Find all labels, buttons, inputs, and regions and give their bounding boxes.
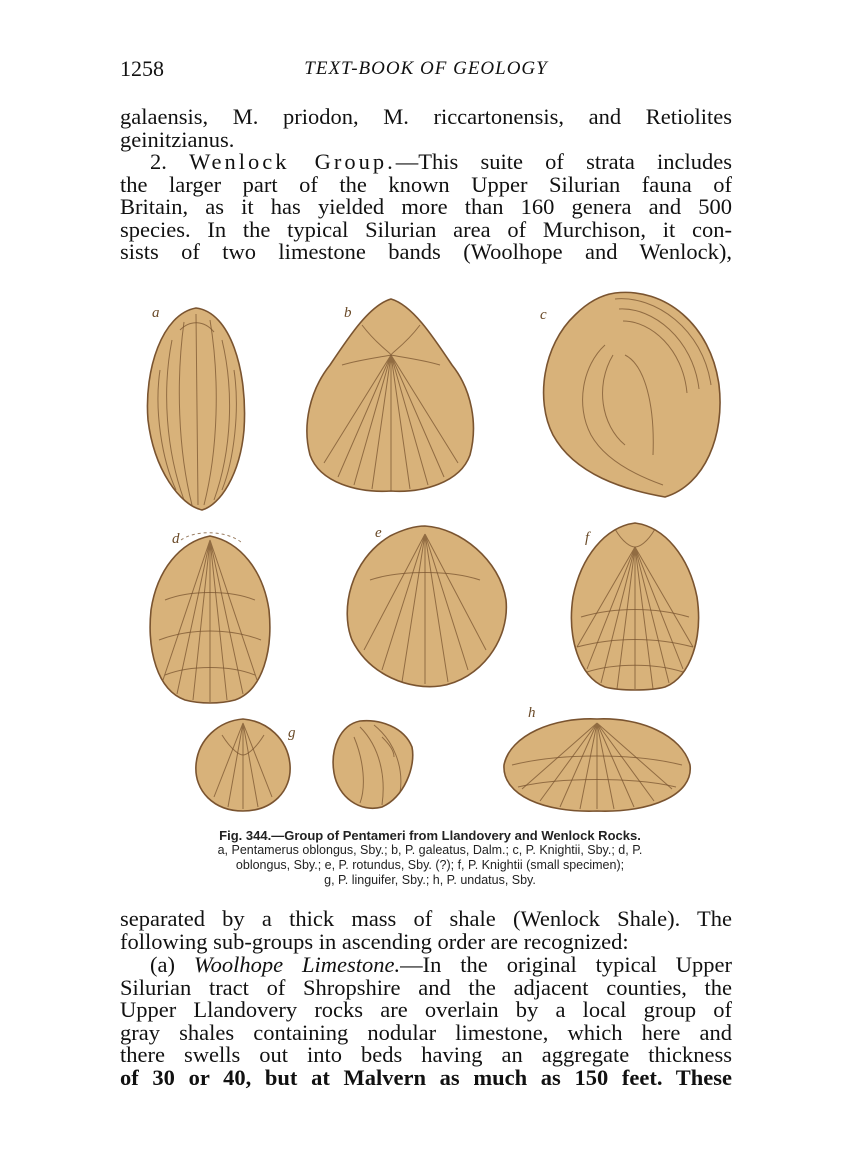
- shell-e-drawing: [340, 520, 510, 690]
- shell-b-drawing: [302, 295, 480, 495]
- shell-g-right-drawing: [330, 717, 416, 812]
- shell-g-right-illustration: [330, 717, 416, 812]
- caption-line: g, P. linguifer, Sby.; h, P. undatus, Sby.: [324, 873, 536, 887]
- text-line: sists of two limestone bands (Woolhope and Wenlock),: [120, 239, 732, 265]
- text-line: separated by a thick mass of shale (Wenlock Shale). The: [120, 906, 732, 931]
- shell-a-drawing: [140, 300, 252, 515]
- shell-g-left-drawing: [192, 715, 294, 815]
- text-line: there swells out into beds having an aggregate thickness: [120, 1042, 732, 1068]
- shell-e-illustration: [340, 520, 510, 690]
- text-line: following sub-groups in ascending order are recognized:: [120, 928, 629, 954]
- shell-label-a: a: [152, 305, 160, 321]
- section-number: 2.: [150, 149, 167, 174]
- shell-a-illustration: [140, 300, 252, 515]
- subsection-heading: Woolhope Limestone.: [193, 952, 401, 977]
- shell-c-illustration: [535, 285, 725, 500]
- woolhope-paragraph: [120, 954, 732, 1090]
- shell-d-illustration: [145, 530, 275, 705]
- shell-label-f: f: [585, 530, 590, 546]
- text-line: [120, 151, 732, 174]
- text-line: Upper Llandovery rocks are overlain by a local group of: [120, 997, 732, 1023]
- running-head: TEXT-BOOK OF GEOLOGY: [304, 58, 548, 79]
- text-line: the larger part of the known Upper Silurian fauna of: [120, 171, 732, 197]
- shell-label-b: b: [344, 305, 352, 321]
- page-header: [120, 56, 732, 86]
- text-line: geinitzianus.: [120, 126, 235, 152]
- section-heading: Wenlock Group.: [189, 149, 396, 174]
- text-fragment: —This suite of strata includes: [395, 149, 733, 174]
- shell-c-drawing: [535, 285, 725, 500]
- page-number: 1258: [120, 56, 164, 81]
- shell-d-drawing: [145, 530, 275, 705]
- wenlock-paragraph: [120, 151, 732, 264]
- shell-g-left-illustration: [192, 715, 294, 815]
- text-line: gray shales containing nodular limestone, which here and: [120, 1019, 732, 1045]
- text-line: [120, 954, 732, 977]
- shell-b-illustration: [302, 295, 480, 495]
- bottom-paragraph: [120, 908, 732, 953]
- shell-label-d: d: [172, 531, 180, 547]
- subsection-letter: (a): [150, 952, 175, 977]
- text-line: Silurian tract of Shropshire and the adjacent counties, the: [120, 974, 732, 1000]
- text-line: species. In the typical Silurian area of Murchison, it con-: [120, 216, 732, 242]
- caption-title-text: —Group of Pentameri from Llandovery and Wenlock Rocks.: [271, 828, 641, 843]
- shell-f-illustration: [565, 517, 705, 692]
- shell-label-c: c: [540, 307, 547, 323]
- caption-title: [140, 828, 720, 843]
- text-line: Britain, as it has yielded more than 160 genera and 500: [120, 194, 732, 220]
- shell-label-g: g: [288, 725, 296, 741]
- shell-h-illustration: [500, 715, 695, 815]
- text-line: galaensis, M. priodon, M. riccartonensis, and Retiolites: [120, 104, 732, 129]
- shell-f-drawing: [565, 517, 705, 692]
- figure-number: Fig. 344.: [219, 828, 272, 843]
- figure-caption: [140, 828, 720, 888]
- shell-h-drawing: [500, 715, 695, 815]
- caption-line: a, Pentamerus oblongus, Sby.; b, P. galeatus, Dalm.; c, P. Knightii, Sby.; d, P.: [217, 843, 643, 857]
- fossil-figure: [130, 285, 730, 820]
- text-line: of 30 or 40, but at Malvern as much as 150 feet. These: [120, 1064, 732, 1090]
- shell-label-e: e: [375, 525, 382, 541]
- shell-label-h: h: [528, 705, 536, 721]
- top-paragraph: [120, 106, 732, 151]
- caption-line: oblongus, Sby.; e, P. rotundus, Sby. (?); f, P. Knightii (small specimen);: [235, 858, 625, 872]
- text-fragment: —In the original typical Upper: [400, 952, 733, 977]
